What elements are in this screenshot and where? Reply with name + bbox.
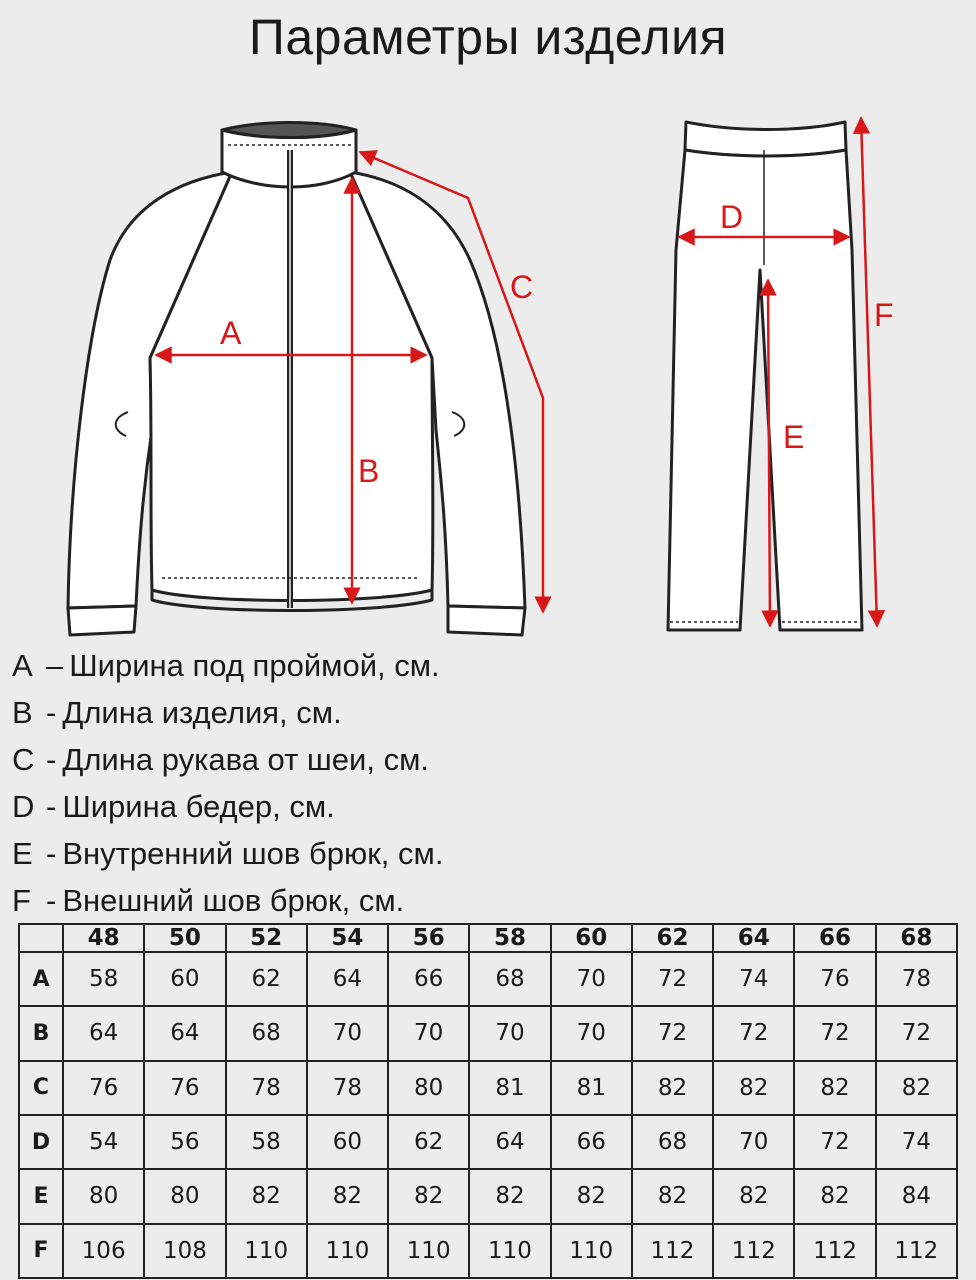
size-header: 62	[632, 924, 713, 952]
measure-f-line	[861, 118, 877, 626]
table-cell: 72	[632, 1006, 713, 1060]
table-cell: 82	[469, 1169, 550, 1223]
table-cell: 60	[144, 952, 225, 1006]
size-header: 48	[63, 924, 144, 952]
legend-item	[12, 689, 972, 736]
table-cell: 110	[551, 1224, 632, 1278]
table-cell: 110	[388, 1224, 469, 1278]
table-cell: 70	[388, 1006, 469, 1060]
size-header: 64	[713, 924, 794, 952]
label-d: D	[720, 199, 744, 235]
table-header-row	[19, 924, 957, 952]
table-cell: 72	[632, 952, 713, 1006]
row-label: C	[19, 1061, 63, 1115]
table-cell: 112	[876, 1224, 957, 1278]
legend-text: Длина изделия, см.	[62, 695, 342, 730]
row-label: D	[19, 1115, 63, 1169]
legend-item	[12, 642, 972, 689]
table-cell: 74	[713, 952, 794, 1006]
table-cell: 82	[551, 1169, 632, 1223]
label-f: F	[874, 297, 894, 333]
table-cell: 74	[876, 1115, 957, 1169]
table-cell: 80	[388, 1061, 469, 1115]
table-cell: 82	[632, 1169, 713, 1223]
legend-key: B	[12, 695, 33, 730]
jacket-outline	[68, 123, 525, 636]
table-cell: 82	[713, 1061, 794, 1115]
size-header: 66	[794, 924, 875, 952]
size-header: 54	[307, 924, 388, 952]
table-cell: 82	[794, 1169, 875, 1223]
table-cell: 72	[794, 1115, 875, 1169]
pants-outline	[668, 122, 862, 630]
label-a: A	[220, 315, 242, 351]
table-cell: 64	[307, 952, 388, 1006]
table-cell: 82	[876, 1061, 957, 1115]
table-cell: 76	[794, 952, 875, 1006]
table-cell: 62	[226, 952, 307, 1006]
label-b: B	[358, 453, 380, 489]
row-label: B	[19, 1006, 63, 1060]
legend-item	[12, 783, 972, 830]
table-cell: 64	[63, 1006, 144, 1060]
table-cell: 70	[551, 952, 632, 1006]
table-cell: 112	[632, 1224, 713, 1278]
table-cell: 72	[713, 1006, 794, 1060]
table-cell: 66	[551, 1115, 632, 1169]
table-cell: 82	[307, 1169, 388, 1223]
table-cell: 68	[469, 952, 550, 1006]
table-row	[19, 1115, 957, 1169]
table-cell: 81	[469, 1061, 550, 1115]
legend-key: F	[12, 883, 31, 918]
table-corner-cell	[19, 924, 63, 952]
size-header: 58	[469, 924, 550, 952]
table-cell: 72	[876, 1006, 957, 1060]
table-cell: 112	[713, 1224, 794, 1278]
table-cell: 64	[144, 1006, 225, 1060]
table-cell: 110	[307, 1224, 388, 1278]
table-row	[19, 1224, 957, 1278]
table-cell: 82	[794, 1061, 875, 1115]
legend-key: C	[12, 742, 35, 777]
table-cell: 60	[307, 1115, 388, 1169]
garment-diagram	[0, 100, 976, 640]
table-cell: 66	[388, 952, 469, 1006]
legend-key: D	[12, 789, 35, 824]
table-cell: 70	[551, 1006, 632, 1060]
table-cell: 58	[63, 952, 144, 1006]
label-e: E	[783, 419, 805, 455]
legend-separator: -	[46, 742, 57, 777]
table-cell: 64	[469, 1115, 550, 1169]
table-cell: 82	[713, 1169, 794, 1223]
table-cell: 68	[632, 1115, 713, 1169]
table-cell: 110	[226, 1224, 307, 1278]
size-header: 56	[388, 924, 469, 952]
table-cell: 106	[63, 1224, 144, 1278]
legend-separator: –	[46, 648, 64, 683]
table-cell: 112	[794, 1224, 875, 1278]
size-header: 60	[551, 924, 632, 952]
table-cell: 84	[876, 1169, 957, 1223]
size-header: 52	[226, 924, 307, 952]
legend-text: Ширина под проймой, см.	[69, 648, 440, 683]
table-cell: 108	[144, 1224, 225, 1278]
table-cell: 82	[388, 1169, 469, 1223]
legend-separator: -	[46, 883, 57, 918]
table-cell: 68	[226, 1006, 307, 1060]
page-title: Параметры изделия	[248, 9, 728, 65]
table-row	[19, 1169, 957, 1223]
size-header: 50	[144, 924, 225, 952]
table-row	[19, 1061, 957, 1115]
table-cell: 78	[876, 952, 957, 1006]
label-c: C	[510, 269, 534, 305]
legend-text: Внешний шов брюк, см.	[62, 883, 405, 918]
table-cell: 58	[226, 1115, 307, 1169]
table-cell: 80	[144, 1169, 225, 1223]
row-label: A	[19, 952, 63, 1006]
measurement-legend	[12, 642, 972, 924]
table-cell: 70	[307, 1006, 388, 1060]
table-cell: 70	[713, 1115, 794, 1169]
legend-separator: -	[46, 695, 57, 730]
table-cell: 56	[144, 1115, 225, 1169]
legend-key: A	[12, 648, 33, 683]
table-cell: 80	[63, 1169, 144, 1223]
legend-separator: -	[46, 836, 57, 871]
size-header: 68	[876, 924, 957, 952]
table-cell: 82	[632, 1061, 713, 1115]
row-label: F	[19, 1224, 63, 1278]
table-cell: 82	[226, 1169, 307, 1223]
table-cell: 76	[144, 1061, 225, 1115]
legend-item	[12, 736, 972, 783]
table-cell: 70	[469, 1006, 550, 1060]
table-cell: 72	[794, 1006, 875, 1060]
legend-text: Внутренний шов брюк, см.	[62, 836, 444, 871]
table-cell: 81	[551, 1061, 632, 1115]
table-cell: 78	[307, 1061, 388, 1115]
table-row	[19, 952, 957, 1006]
table-cell: 110	[469, 1224, 550, 1278]
legend-item	[12, 877, 972, 924]
legend-text: Ширина бедер, см.	[62, 789, 335, 824]
legend-text: Длина рукава от шеи, см.	[62, 742, 429, 777]
table-cell: 76	[63, 1061, 144, 1115]
legend-item	[12, 830, 972, 877]
legend-separator: -	[46, 789, 57, 824]
size-table	[18, 923, 958, 1279]
legend-key: E	[12, 836, 33, 871]
table-cell: 54	[63, 1115, 144, 1169]
table-cell: 78	[226, 1061, 307, 1115]
table-cell: 62	[388, 1115, 469, 1169]
row-label: E	[19, 1169, 63, 1223]
table-row	[19, 1006, 957, 1060]
